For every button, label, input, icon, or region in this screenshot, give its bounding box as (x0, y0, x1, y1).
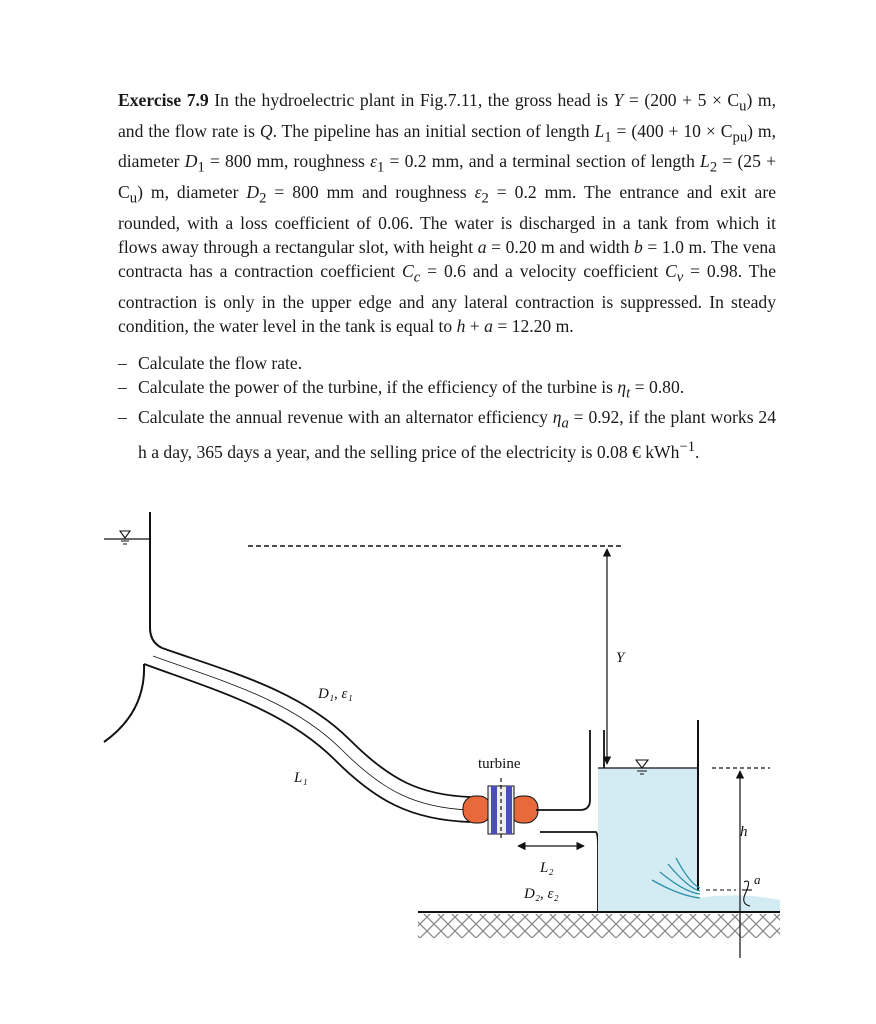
list-dash: – (118, 353, 127, 374)
label-D2-e2: D₂, ε₂ (524, 886, 559, 902)
label-h: h (740, 824, 748, 840)
turbine (463, 778, 538, 840)
list-dash: – (118, 407, 127, 428)
list-dash: – (118, 377, 127, 397)
label-L1: L₁ (294, 770, 308, 786)
lower-tank (598, 720, 780, 912)
tank-level-icon (636, 760, 648, 768)
label-D1-e1: D₁, ε₁ (318, 686, 353, 702)
question-3: Calculate the annual revenue with an alternator efficiency $\eta_a = 0.92$, if the plant works 24 h a day, 365 days a year, and the selling price of the electricity is 0.08 € kWh$^{-1}$. (138, 407, 776, 463)
penstock-pipe (144, 648, 470, 822)
tailrace-pipe (536, 730, 604, 912)
label-a: a (754, 872, 761, 887)
exercise-body: In the hydroelectric plant in Fig.7.11, the gross head is $Y = (200 + 5 \times C_u)$ m, and the flow rate is Q. The pipeline has an initial section of length $L_1 = (400 + 10 \times C_{pu})$ m, diameter $D_1 = 800$ mm, roughness $\varepsilon_1 = 0.2$ mm, and a terminal section of length $L_2 = (25 + C_u)$ m, diameter $D_2 = 800$ mm and roughness $\varepsilon_2 = 0.2$ mm. The entrance and exit are rounded, with a loss coefficient of 0.06. The water is discharged in a tank from which it flows away through a rectangular slot, with height a = 0.20 m and width b = 1.0 m. The vena contracta has a contraction coefficient $C_c = 0.6$ and a velocity coefficient $C_v = 0.98$. The contraction is only in the upper edge and any lateral contraction is suppressed. In steady condition, the water level in the tank is equal to h + a = 12.20 m. (118, 90, 776, 337)
question-2: Calculate the power of the turbine, if the efficiency of the turbine is $\eta_t = 0.80$. (138, 377, 685, 402)
label-turbine: turbine (478, 756, 521, 772)
upper-reservoir (104, 512, 162, 742)
label-L2: L₂ (540, 860, 554, 876)
label-Y: Y (616, 650, 625, 666)
water-level-icon (120, 531, 130, 538)
question-1: Calculate the flow rate. (138, 353, 303, 374)
ground (418, 912, 780, 938)
exercise-heading: Exercise 7.9 (118, 90, 209, 110)
gross-head-dimension (607, 549, 626, 764)
